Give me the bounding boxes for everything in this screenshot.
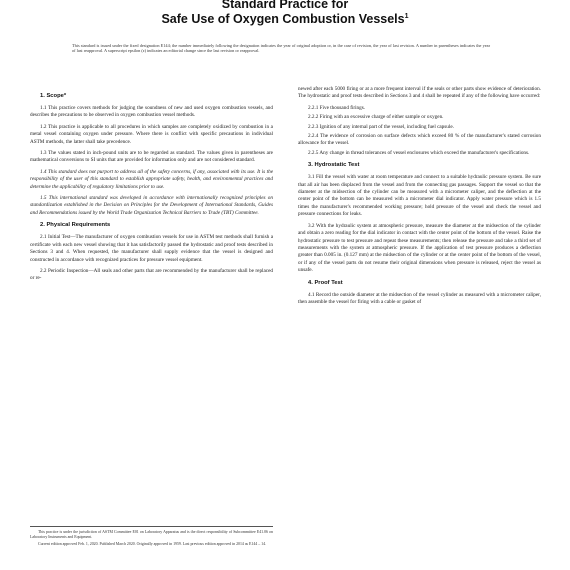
item-2-2-3: 2.2.3 Ignition of any internal part of the vessel, including fuel capsule.: [308, 123, 454, 130]
title-footnote-marker: 1: [404, 13, 409, 20]
title-line-2: [0, 10, 570, 26]
paragraph-1-2: 1.2 This practice is applicable to all procedures in which samples are completely oxidized by combustion in a metal vessel containing oxygen under pressure. Where there is conflict with specific precautions in individual ASTM methods, the latter shall take precedence.: [30, 123, 273, 145]
paragraph-3-2: 3.2 With the hydraulic system at atmospheric pressure, measure the diameter at the midsection of the cylinder and obtain a zero reading for the dial indicator in contact with the center point of the bottom of the vessel. Raise the hydrostatic pressure to test pressure and repeat these measurements; then release the pressure and take a third set of measurements with the system at atmospheric pressure. If the application of test pressure produces a deflection greater than 0.005 in. (0.127 mm) at the midsection of the cylinder or at the center point of the bottom of the vessel, or if any of the vessel parts do not resume their original dimensions when pressure is released, reject the vessel as unsafe.: [298, 222, 541, 274]
right-column: [298, 86, 541, 310]
item-2-2-5: 2.2.5 Any change in thread tolerances of vessel enclosures which exceed the manufacturer's specifications.: [308, 149, 530, 156]
item-2-2-1: 2.2.1 Five thousand firings.: [308, 104, 366, 111]
paragraph-3-1: 3.1 Fill the vessel with water at room temperature and connect to a suitable hydraulic pressure system. Be sure that all air has been displaced from the vessel and from the connecting gas passages. Support the vessel so that the diameter at the midsection of the cylinder can be measured with a micrometer caliper, and the deflection at the center point of the bottom can be measured with a micrometer dial indicator. Apply water pressure which is 1.5 times the manufacturer's recommended working pressure; hold pressure of the vessel and check the vessel and pressure connections for leaks.: [298, 174, 541, 218]
paragraph-1-3: 1.3 The values stated in inch-pound units are to be regarded as standard. The values given in parentheses are mathematical conversions to SI units that are provided for information only and are not considered standard.: [30, 150, 273, 164]
designation-note: This standard is issued under the fixed designation E144; the number immediately following the designation indicates the year of original adoption or, in the case of revision, the year of last revision. A number in parentheses indicates the year of last reapproval. A superscript epsilon (ε) indicates an editorial change since the last revision or reapproval.: [72, 43, 490, 54]
section-heading-scope: 1. Scope*: [40, 93, 67, 99]
title-text: Safe Use of Oxygen Combustion Vessels: [161, 12, 405, 27]
section-heading-proof-test: 4. Proof Test: [308, 279, 343, 286]
footnote-jurisdiction: This practice is under the jurisdiction of ASTM Committee E01 on Laboratory Apparatus and is the direct responsibility of Subcommittee E41.06 on Laboratory Instruments and Equipment.: [30, 530, 273, 539]
footnote-edition: Current edition approved Feb. 1, 2020. Published March 2020. Originally approved in 1959. Last previous edition approved in 2014 as E144 – 14.: [38, 541, 266, 546]
title-line-1: Standard Practice for: [221, 0, 349, 11]
paragraph-2-2: 2.2 Periodic Inspection—All seals and other parts that are recommended by the manufacturer shall be replaced or re-: [30, 267, 273, 282]
section-heading-physical-requirements: 2. Physical Requirements: [40, 222, 111, 229]
section-heading-hydrostatic-test: 3. Hydrostatic Test: [308, 162, 360, 169]
footnotes: [30, 526, 273, 548]
paragraph-2-1: 2.1 Initial Test—The manufacturer of oxygen combustion vessels for use in ASTM test methods shall furnish a certificate with each new vessel showing that it has satisfactorily passed the hydrostatic and proof tests described in Sections 3 and 4. When requested, the manufacturer shall supply evidence that the vessel is designed and constructed in accordance with recognized practices for pressure vessel equipment.: [30, 234, 273, 263]
item-2-2-4: 2.2.4 The evidence of corrosion on surface defects which exceed 80 % of the manufacturer's stated corrosion allowance for the vessel.: [298, 133, 541, 147]
left-column: [30, 88, 273, 287]
paragraph-1-4: 1.4 This standard does not purport to address all of the safety concerns, if any, associated with its use. It is the responsibility of the user of this standard to establish appropriate safety, health, and environmental practices and determine the applicability of regulatory limitations prior to use.: [30, 168, 273, 190]
paragraph-4-1: 4.1 Record the outside diameter at the midsection of the vessel cylinder as measured with a micrometer caliper, then assemble the vessel for firing with a cable or gasket of: [298, 291, 541, 305]
paragraph-1-5: 1.5 This international standard was developed in accordance with internationally recognized principles on standardization established in the Decision on Principles for the Development of International Standards, Guides and Recommendations issued by the World Trade Organization Technical Barriers to Trade (TBT) Committee.: [30, 195, 273, 216]
item-2-2-2: 2.2.2 Firing with an excessive charge of either sample or oxygen.: [308, 114, 444, 121]
paragraph-1-1: 1.1 This practice covers methods for judging the soundness of new and used oxygen combustion vessels, and describes the precautions to be observed in oxygen combustion vessel methods.: [30, 105, 273, 119]
paragraph-2-2-continued: newed after each 5000 firing or at a more frequent interval if the seals or other parts show evidence of deterioration. The hydrostatic and proof tests described in Sections 3 and 4 shall be repeated if any of the following have occurred:: [298, 86, 541, 100]
